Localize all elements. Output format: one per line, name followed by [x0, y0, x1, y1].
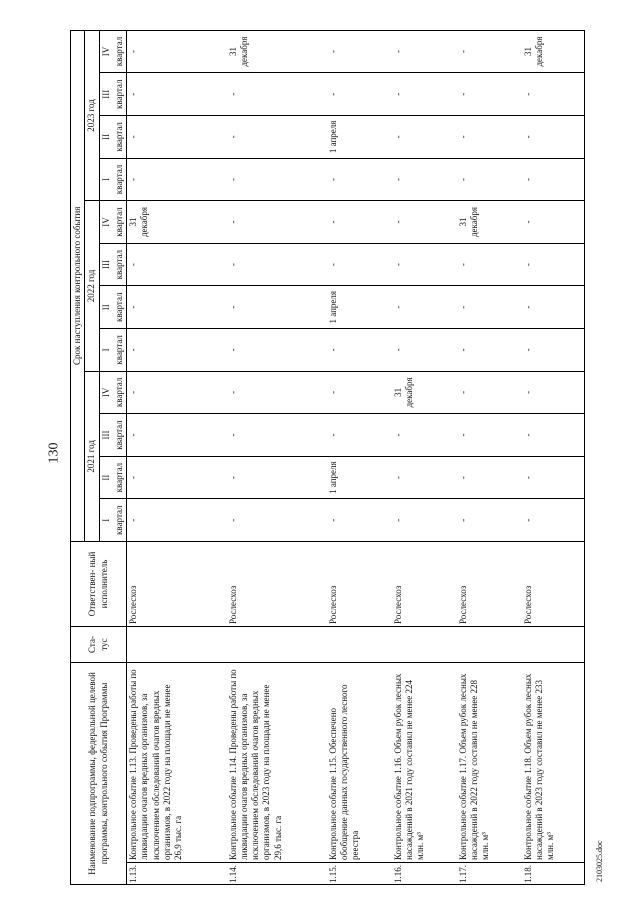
- quarter-cell: -: [392, 201, 457, 244]
- row-number: 1.13.: [127, 863, 227, 885]
- quarter-cell: -: [522, 73, 585, 116]
- event-status: [522, 626, 585, 662]
- quarter-cell: -: [227, 73, 327, 116]
- quarter-cell: -: [127, 158, 227, 201]
- control-events-table-rotated: [70, 30, 620, 885]
- page-number: 130: [46, 442, 62, 464]
- quarter-cell: -: [227, 201, 327, 244]
- header-quarter-word: квартал: [113, 329, 127, 372]
- header-year: 2023 год: [85, 30, 99, 201]
- quarter-cell: -: [457, 116, 522, 159]
- header-quarter-word: квартал: [113, 243, 127, 286]
- header-quarter-word: квартал: [113, 116, 127, 159]
- header-quarter-word: квартал: [113, 499, 127, 542]
- event-status: [327, 626, 392, 662]
- quarter-cell: -: [127, 456, 227, 499]
- quarter-cell: 31 декабря: [127, 201, 227, 244]
- quarter-cell: -: [327, 30, 392, 73]
- quarter-cell: -: [127, 286, 227, 329]
- header-quarter-numeral: II: [99, 456, 113, 499]
- quarter-cell: -: [392, 414, 457, 457]
- event-status: [127, 626, 227, 662]
- event-name: Контрольное событие 1.13. Проведены работы по ликвидации очагов вредных организмов, за исключением обследований очагов вредных организмов, в 2022 году на площади не менее 26,9 тыс. га: [127, 662, 227, 862]
- quarter-cell: -: [392, 116, 457, 159]
- quarter-cell: -: [127, 414, 227, 457]
- header-responsible: Ответствен- ный исполнитель: [71, 541, 127, 626]
- responsible-executor: Рослесхоз: [127, 541, 227, 626]
- row-number: 1.16.: [392, 863, 457, 885]
- quarter-cell: -: [227, 286, 327, 329]
- quarter-cell: -: [392, 499, 457, 542]
- header-quarter-numeral: I: [99, 499, 113, 542]
- header-quarter-numeral: IV: [99, 30, 113, 73]
- header-deadline: Срок наступления контрольного события: [71, 30, 85, 541]
- quarter-cell: -: [522, 329, 585, 372]
- header-status: Ста- тус: [71, 626, 127, 662]
- responsible-executor: Рослесхоз: [327, 541, 392, 626]
- quarter-cell: -: [327, 329, 392, 372]
- header-quarter-numeral: II: [99, 286, 113, 329]
- header-quarter-word: квартал: [113, 371, 127, 414]
- quarter-cell: -: [227, 414, 327, 457]
- quarter-cell: -: [327, 158, 392, 201]
- responsible-executor: Рослесхоз: [392, 541, 457, 626]
- quarter-cell: -: [227, 243, 327, 286]
- quarter-cell: -: [457, 499, 522, 542]
- responsible-executor: Рослесхоз: [227, 541, 327, 626]
- quarter-cell: -: [457, 73, 522, 116]
- quarter-cell: -: [392, 456, 457, 499]
- header-quarter-word: квартал: [113, 73, 127, 116]
- quarter-cell: -: [522, 499, 585, 542]
- quarter-cell: -: [392, 329, 457, 372]
- event-name: Контрольное событие 1.18. Объем рубок лесных насаждений в 2023 году составил не менее 233 млн. м³: [522, 662, 585, 862]
- header-quarter-numeral: IV: [99, 371, 113, 414]
- quarter-cell: -: [127, 499, 227, 542]
- control-events-table: [70, 30, 585, 885]
- quarter-cell: -: [522, 414, 585, 457]
- quarter-cell: -: [457, 30, 522, 73]
- event-status: [227, 626, 327, 662]
- quarter-cell: -: [522, 371, 585, 414]
- quarter-cell: -: [127, 243, 227, 286]
- row-number: 1.14.: [227, 863, 327, 885]
- quarter-cell: -: [327, 371, 392, 414]
- quarter-cell: -: [327, 201, 392, 244]
- row-number: 1.15.: [327, 863, 392, 885]
- header-name: Наименование подпрограммы, федеральной целевой программы, контрольного события Программы: [71, 662, 127, 884]
- table-body: [127, 30, 585, 884]
- quarter-cell: -: [227, 499, 327, 542]
- quarter-cell: -: [392, 73, 457, 116]
- header-quarter-word: квартал: [113, 158, 127, 201]
- quarter-cell: -: [127, 371, 227, 414]
- quarter-cell: -: [457, 158, 522, 201]
- quarter-cell: 31 декабря: [227, 30, 327, 73]
- quarter-cell: -: [227, 116, 327, 159]
- quarter-cell: -: [392, 286, 457, 329]
- quarter-cell: -: [127, 116, 227, 159]
- event-name: Контрольное событие 1.14. Проведены работы по ликвидации очагов вредных организмов, за исключением обследований очагов вредных организмов, в 2023 году на площади не менее 29,6 тыс. га: [227, 662, 327, 862]
- table-row: [327, 30, 392, 884]
- quarter-cell: 1 апреля: [327, 456, 392, 499]
- table-row: [392, 30, 457, 884]
- quarter-cell: 1 апреля: [327, 286, 392, 329]
- event-name: Контрольное событие 1.15. Обеспечено обобщение данных государственного лесного реестра: [327, 662, 392, 862]
- event-name: Контрольное событие 1.16. Объем рубок лесных насаждений в 2021 году составил не менее 224 млн. м³: [392, 662, 457, 862]
- header-quarter-numeral: III: [99, 243, 113, 286]
- quarter-cell: -: [127, 30, 227, 73]
- footer-file-name: 2103025.doc: [595, 840, 604, 882]
- quarter-cell: -: [457, 371, 522, 414]
- quarter-cell: -: [327, 414, 392, 457]
- table-header: [71, 30, 127, 884]
- quarter-cell: -: [522, 116, 585, 159]
- quarter-cell: 31 декабря: [392, 371, 457, 414]
- quarter-cell: -: [392, 30, 457, 73]
- table-row: [522, 30, 585, 884]
- header-quarter-numeral: I: [99, 158, 113, 201]
- row-number: 1.18.: [522, 863, 585, 885]
- quarter-cell: -: [127, 329, 227, 372]
- quarter-cell: -: [327, 73, 392, 116]
- quarter-cell: -: [522, 243, 585, 286]
- quarter-cell: -: [227, 456, 327, 499]
- quarter-cell: -: [327, 243, 392, 286]
- quarter-cell: -: [227, 371, 327, 414]
- event-status: [392, 626, 457, 662]
- quarter-cell: -: [522, 158, 585, 201]
- quarter-cell: -: [392, 243, 457, 286]
- quarter-cell: 31 декабря: [457, 201, 522, 244]
- quarter-cell: 31 декабря: [522, 30, 585, 73]
- event-name: Контрольное событие 1.17. Объем рубок лесных насаждений в 2022 году составил не менее 228 млн. м³: [457, 662, 522, 862]
- header-year: 2021 год: [85, 371, 99, 541]
- header-quarter-numeral: II: [99, 116, 113, 159]
- responsible-executor: Рослесхоз: [457, 541, 522, 626]
- quarter-cell: -: [392, 158, 457, 201]
- header-quarter-word: квартал: [113, 201, 127, 244]
- quarter-cell: -: [457, 286, 522, 329]
- header-quarter-numeral: I: [99, 329, 113, 372]
- header-quarter-word: квартал: [113, 456, 127, 499]
- quarter-cell: -: [327, 499, 392, 542]
- header-quarter-numeral: IV: [99, 201, 113, 244]
- quarter-cell: 1 апреля: [327, 116, 392, 159]
- quarter-cell: -: [522, 456, 585, 499]
- header-year: 2022 год: [85, 201, 99, 371]
- table-row: [127, 30, 227, 884]
- row-number: 1.17.: [457, 863, 522, 885]
- table-row: [457, 30, 522, 884]
- responsible-executor: Рослесхоз: [522, 541, 585, 626]
- table-row: [227, 30, 327, 884]
- header-quarter-numeral: III: [99, 414, 113, 457]
- quarter-cell: -: [457, 414, 522, 457]
- quarter-cell: -: [457, 329, 522, 372]
- quarter-cell: -: [127, 73, 227, 116]
- quarter-cell: -: [522, 286, 585, 329]
- quarter-cell: -: [457, 456, 522, 499]
- header-quarter-word: квартал: [113, 414, 127, 457]
- quarter-cell: -: [227, 329, 327, 372]
- quarter-cell: -: [457, 243, 522, 286]
- event-status: [457, 626, 522, 662]
- header-quarter-word: квартал: [113, 30, 127, 73]
- quarter-cell: -: [227, 158, 327, 201]
- header-quarter-numeral: III: [99, 73, 113, 116]
- header-quarter-word: квартал: [113, 286, 127, 329]
- quarter-cell: -: [522, 201, 585, 244]
